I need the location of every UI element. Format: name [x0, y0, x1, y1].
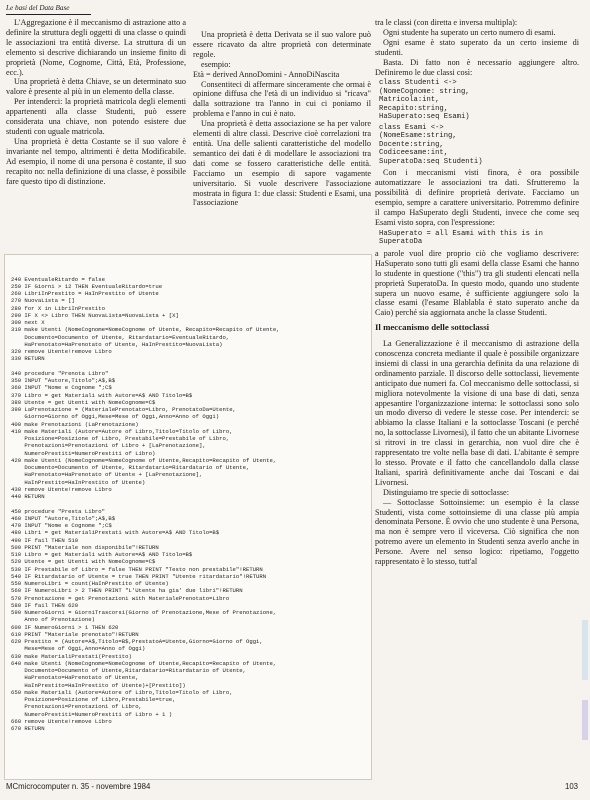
paragraph-generalizzazione: La Generalizzazione è il meccanismo di astrazione della conoscenza concreta mediante il quale è possibile organizzare insiemi di classi in una gerarchia definita da una relazione di ordinamento parziale. Il discorso delle sottoclassi, lievemente anticipato due numeri fa. Col meccanismo delle sottoclassi, si migliora notevolmente la visione di una base di dati, senza appesantire l'organizzazione interna: le sottoclassi sono solo un modo diverso di vedere le stesse cose. Per intenderci: se abbiamo la classe Italiani e la sottoclasse Toscani (e perché no, la sottoclasse Livornesi), il fatto che un abitante Livornese si ritrovi in tre classi in gerarchia, non vuol dire che è rappresentato tre volte nella base di dati. L'abitante è sempre lo stesso. Provate e il fatto che cancellandolo dalla classe Italiani, sparirà definitivamente anche dai Toscani e dai Livornesi.	[375, 339, 579, 487]
code-line: 340 procedure "Prenota Libro"	[11, 369, 109, 377]
code-line: 660 remove Utente!remove Libro	[11, 717, 112, 725]
code-line: 420 make Utenti (NomeCognome=NomeCognome of Utente,Recapito=Recapito of Utente,	[11, 456, 277, 464]
code-line: 240 EventualeRitardo = false	[11, 275, 105, 283]
code-line: 650 make Materiali (Autore=Autore of Libro,Titolo=Titolo of Libro,	[11, 688, 233, 696]
code-line: HaSuperato:seq Esami)	[379, 113, 470, 122]
code-line: class Studenti <->	[379, 79, 457, 88]
code-line: 570 Prenotazione = get Prenotazioni with MaterialePrenotato=Libro	[11, 594, 230, 602]
code-line: Anno of Prenotazione)	[11, 616, 95, 624]
code-line: 310 make Utenti (NomeCognome=NomeCognome of Utente, Recapito=Recapito of Utente,	[11, 326, 280, 334]
paragraph-costante: Una proprietà è detta Costante se il suo valore è invariante nel tempo, altrimenti è detta Modificabile. Ad esempio, il nome di una persona è costante, il suo recapito no: nella definizione di una classe, è possibile fare questo tipo di distinzione.	[6, 136, 186, 186]
code-line	[11, 500, 367, 507]
code-line: Prenotazioni=Prenotazioni of Libro + [LaPrenotazione],	[11, 442, 206, 450]
column-3-text	[375, 18, 579, 567]
code-line: 430 remove Utente!remove Libro	[11, 485, 112, 493]
code-line: Giorno=Giorno of Oggi,Mese=Mese of Oggi,Anno=Anno of Oggi)	[11, 413, 220, 421]
paragraph-ogni-studente: Ogni studente ha superato un certo numero di esami.	[383, 27, 556, 37]
code-line: 300 next X	[11, 319, 45, 326]
code-line: HaPrenotato=HaPrenotato of Utente,	[11, 674, 139, 682]
code-line: 380 Utente = get Utenti with NomeCognome=C$	[11, 398, 156, 406]
code-line: 500 PRINT "Materiale non disponibile"!RETURN	[11, 543, 159, 551]
code-line: Documento=Documento of Utente,Ritardatario=Ritardatario of Utente,	[11, 667, 246, 674]
paragraph-derivata: Una proprietà è detta Derivata se il suo valore può essere ricavato da altre proprietà con determinate regole.	[193, 30, 371, 59]
paragraph-eta-formula: Età = derived AnnoDomini - AnnoDiNascita	[193, 69, 340, 79]
paragraph-aggregazione: L'Aggregazione è il meccanismo di astrazione atto a definire la struttura degli oggetti di una classe o quindi le associazioni tra entità diverse. La struttura di un elemento si descrive dichiarando un insieme finito di proprietà (Nome, Cognome, Città, Età, Professione, ecc.).	[6, 18, 186, 77]
code-line: 450 procedure "Presta Libro"	[11, 507, 105, 515]
code-line: 270 NuovaLista = []	[11, 297, 75, 305]
code-line: Recapito:string,	[379, 104, 449, 113]
code-line: HaPrenotato=HaPrenotato of Utente, HaInPrestito=NuovaLista)	[11, 340, 223, 348]
paragraph-sottoinsieme: — Sottoclasse Sottoinsieme: un esempio è la classe Studenti, vista come sottoinsieme di una classe più ampia denominata Persone. È ovvio che uno studente è una Persona, ma non è sempre vero il viceversa. Ciò significa che non potremo avere un elemento in Studenti senza averlo anche in Persone. Avere nel senso logico: ripetiamo, l'oggetto rappresentato è lo stesso, tutt'al	[375, 497, 579, 567]
code-listing-body	[5, 270, 371, 733]
column-2-text	[193, 30, 371, 208]
code-line: 630 make MaterialiPrestati(Prestito)	[11, 652, 132, 660]
paragraph-basta: Basta. Di fatto non è necessario aggiungere altro. Definiremo le due classi così:	[375, 57, 579, 77]
page-edge-mark	[582, 620, 588, 680]
code-line: 580 IF fail THEN 620	[11, 601, 79, 609]
code-line: 330 RETURN	[11, 355, 45, 363]
code-line: (NomeEsame:string,	[379, 132, 457, 141]
code-line: 590 NumeroGiorni = GiorniTrascorsi(Giorno of Prenotazione,Mese of Prenotazione,	[11, 609, 277, 616]
code-line: 370 Libro = get Materiali with Autore=A$ AND Titolo=B$	[11, 391, 193, 399]
code-line: HaInPrestito=HaInPrestito of Utente)+[Prestito])	[11, 681, 186, 689]
code-line: Docente:string,	[379, 140, 444, 149]
paragraph-chiave: Una proprietà è detta Chiave, se un determinato suo valore è presente al più in un elemento della classe.	[6, 77, 186, 97]
code-line: 540 IF Ritardatario of Utente = true THEN PRINT "Utente ritardatario"!RETURN	[11, 572, 267, 580]
code-line: 530 IF Prestabile of Libro = false THEN PRINT "Testo non prestabile"!RETURN	[11, 565, 263, 573]
paragraph-tre-specie: Distinguiamo tre specie di sottoclasse:	[383, 487, 509, 497]
paragraph-meccanismi: Con i meccanismi visti finora, è ora possibile automatizzare le associazioni tra dati. Sfrutteremo la possibilità di definire proprietà derivate. Facciamo un esempio, sempre a carattere universitario. Potremmo definire il campo HaSuperato degli Studenti, invece che come seq Esami visto sopra, con l'espressione:	[375, 168, 579, 227]
code-line: 480 Libri = get MaterialiPrestati with Autore=A$ AND Titolo=B$	[11, 529, 220, 537]
code-line: NumeroPrestiti=NumeroPrestiti of Libro + 1 )	[11, 710, 173, 718]
paragraph-matricola: Per intenderci: la proprietà matricola degli elementi appartenenti alla classe Studenti, può essere considerata una chiave, non potendo esistere due studenti con uguale matricola.	[6, 97, 186, 136]
code-line: 280 for X in LibriInPrestito	[11, 304, 105, 312]
code-line: Posizione=Posizione of Libro, Prestabile=Prestabile of Libro,	[11, 435, 230, 442]
paragraph-tra-classi: tra le classi (con diretta e inversa multipla):	[375, 18, 518, 27]
page-edge-mark	[582, 700, 588, 740]
code-line: 410 make Materiali (Autore=Autore of Libro,Titolo=Titolo of Libro,	[11, 427, 233, 435]
code-line: HaInPrestito=HaInPrestito of Utente)	[11, 478, 146, 486]
code-line: 490 IF fail THEN 510	[11, 536, 79, 544]
code-line: 510 Libro = get Materiali with Autore=A$ AND Titolo=B$	[11, 551, 193, 558]
code-line: 390 LaPrenotazione = (MaterialePrenotato=Libro, PrenotatoDa=Utente,	[11, 406, 236, 413]
code-line: 260 LibriInPrestito = HaInPrestito of Utente	[11, 290, 159, 297]
code-line: Posizione=Posizione of Libro,Prestabile=true,	[11, 696, 176, 703]
code-line: 290 IF X <> Libro THEN NuovaLista=NuovaLista + [X]	[11, 311, 179, 319]
code-line: Codiceesame:int,	[379, 149, 449, 158]
paragraph-a-parole: a parole vuol dire proprio ciò che vogliamo descrivere: HaSuperato sono tutti gli esami della classe Esami che hanno lo studente in questione ("this") tra gli studenti elencati nella proprietà SuperatoDa. In questo modo, quando uno studente supera un nuovo esame, è sufficiente aggiungere solo la classe esami (l'esame Blablabla è stato superato anche da Caio) perché sia aggiornata anche la classe Studenti.	[375, 248, 579, 318]
code-line: HaPrenotato=HaPrenotato of Utente + [LaPrenotazione],	[11, 471, 203, 479]
basic-code-listing	[4, 254, 372, 780]
section-title-sottoclassi: Il meccanismo delle sottoclassi	[375, 322, 490, 333]
code-line: Matricola:int,	[379, 96, 440, 105]
code-line: Prenotazioni=Prenotazioni of Libro,	[11, 703, 142, 711]
code-line: 350 INPUT "Autore,Titolo";A$,B$	[11, 377, 116, 384]
footer-magazine-issue: MCmicrocomputer n. 35 - novembre 1984	[6, 782, 151, 791]
code-line: Documento=Documento of Utente, Ritardatario=Ritardatario of Utente,	[11, 464, 250, 471]
code-line: (NomeCognome: string,	[379, 87, 470, 96]
code-line: 460 INPUT "Autore,Titolo";A$,B$	[11, 514, 116, 522]
code-line: 640 make Utenti (NomeCognome=NomeCognome of Utente,Recapito=Recapito of Utente,	[11, 659, 277, 667]
code-line	[11, 363, 367, 370]
hasuperato-expression: HaSuperato = all Esami with this is in SuperatoDa	[379, 229, 543, 247]
code-line: 560 IF NumeroLibri > 2 THEN PRINT "L'Utente ha gia' due libri"!RETURN	[11, 587, 243, 595]
code-line: Mese=Mese of Oggi,Anno=Anno of Oggi)	[11, 645, 146, 653]
code-line: 620 Prestito = (Autore=A$,Titolo=B$,PrestatoA=Utente,Giorno=Giorno of Oggi,	[11, 638, 263, 645]
paragraph-associazione: Una proprietà è detta associazione se ha per valore elementi di altre classi. Descrive cioè correlazioni tra entità. Una delle salienti caratteristiche del modello semantico dei dati è di modellare le associazioni tra dati come se fossero caratteristiche delle entità. Facciamo un esempio di sapore vagamente universitario. Si vuole descrivere l'associazione mostrata in figura 1: due classi: Studenti e Esami, una l'associazione	[193, 119, 371, 208]
code-line: Documento=Documento of Utente, Ritardatario=EventualeRitardo,	[11, 333, 230, 341]
code-line: 400 make Prenotazioni (LaPrenotazione)	[11, 420, 139, 428]
running-header: Le basi del Data Base	[6, 4, 70, 12]
code-line: 600 IF NumeroGiorni > 1 THEN 620	[11, 623, 119, 631]
page-number: 103	[564, 782, 578, 791]
code-line: 550 NumeroLibri = count(HaInPrestito of Utente)	[11, 580, 169, 587]
header-rule	[6, 14, 91, 15]
paragraph-ogni-esame: Ogni esame è stato superato da un certo insieme di studenti.	[375, 37, 579, 57]
code-line: 610 PRINT "Materiale prenotato"!RETURN	[11, 630, 139, 638]
code-line: 470 INPUT "Nome e Cognome ";C$	[11, 522, 112, 529]
column-1-text	[6, 18, 186, 186]
code-line: 520 Utente = get Utenti with NomeCognome=C$	[11, 558, 156, 566]
code-line: 250 IF Giorni > 12 THEN EventualeRitardo=true	[11, 282, 163, 290]
code-line: class Esami <->	[379, 123, 444, 132]
code-line: SuperatoDa:seq Studenti)	[379, 157, 483, 166]
code-line: 440 RETURN	[11, 493, 45, 500]
code-line: NumeroPrestiti=NumeroPrestiti of Libro)	[11, 449, 156, 457]
code-line: 360 INPUT "Nome e Cognome ";C$	[11, 384, 112, 392]
paragraph-esempio: esempio:	[201, 59, 231, 69]
code-line: 320 remove Utente!remove Libro	[11, 348, 112, 355]
code-line: 670 RETURN	[11, 725, 45, 732]
paragraph-consentiteci: Consentiteci di affermare sinceramente che ormai è opinione diffusa che l'età di un individuo si "ricava" dalla sottrazione tra l'anno in cui ci poniamo il problema e l'anno in cui è nato.	[193, 79, 371, 119]
class-esami-definition	[379, 124, 579, 167]
class-studenti-definition	[379, 79, 579, 122]
